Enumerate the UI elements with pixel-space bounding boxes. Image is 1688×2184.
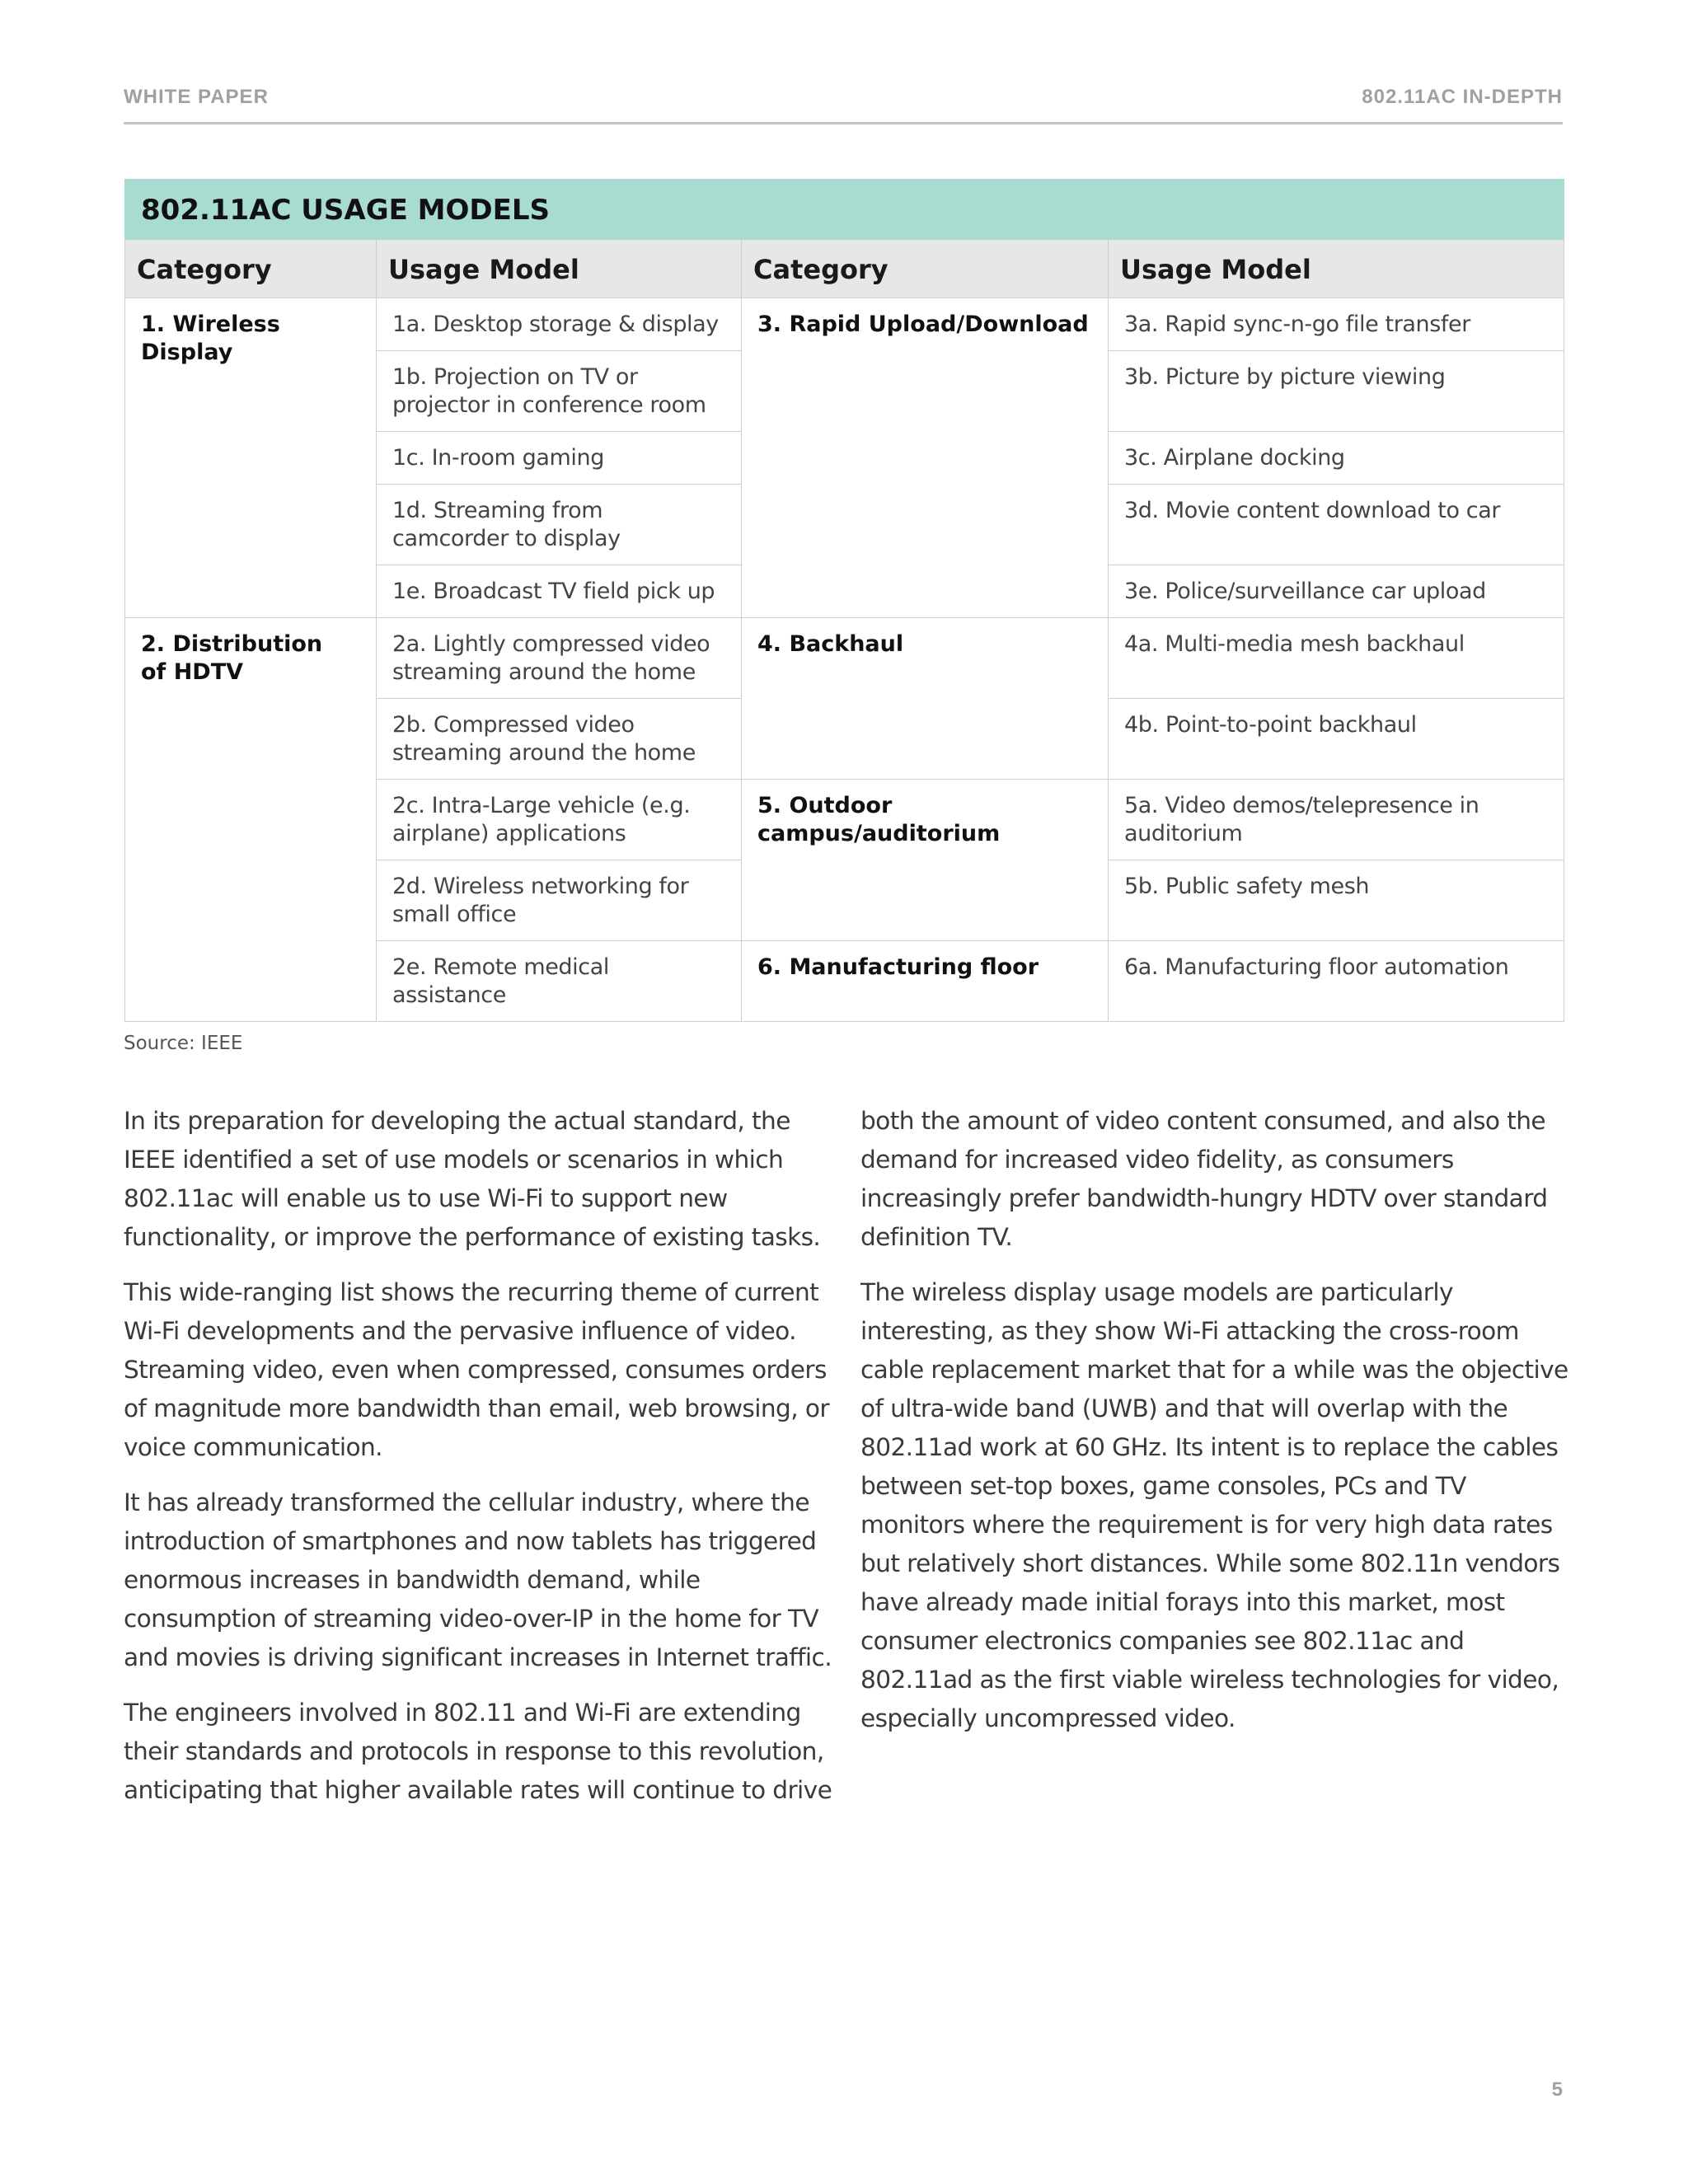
body-paragraph: In its preparation for developing the actual standard, the IEEE identified a set of use models or scenarios in which 802.11ac will enable us to use Wi-Fi to support new functionality, or improve the performance of existing tasks. — [124, 1107, 821, 1251]
body-column-right — [860, 1102, 1569, 1755]
usage-model-cell: 2c. Intra-Large vehicle (e.g. airplane) applications — [377, 780, 742, 860]
table-row — [125, 298, 1564, 351]
usage-model-cell: 1b. Projection on TV or projector in conference room — [377, 351, 742, 432]
usage-model-cell: 2b. Compressed video streaming around the home — [377, 699, 742, 780]
usage-model-cell: 4a. Multi-media mesh backhaul — [1109, 618, 1564, 699]
category-cell: 4. Backhaul — [742, 618, 1109, 780]
usage-model-cell: 3a. Rapid sync-n-go file transfer — [1109, 298, 1564, 351]
table-header-row — [125, 240, 1564, 298]
usage-model-cell: 1c. In-room gaming — [377, 432, 742, 485]
usage-model-cell: 3d. Movie content download to car — [1109, 485, 1564, 565]
category-cell: 1. Wireless Display — [125, 298, 377, 618]
usage-model-cell: 3c. Airplane docking — [1109, 432, 1564, 485]
body-paragraph: This wide-ranging list shows the recurring theme of current Wi-Fi developments and the pervasive influence of video. Streaming video, even when compressed, consumes orders of magnitude more bandwidth than email, web browsing, or voice communication. — [124, 1278, 829, 1461]
usage-model-cell: 5a. Video demos/telepresence in auditorium — [1109, 780, 1564, 860]
body-paragraph: It has already transformed the cellular industry, where the introduction of smartphones and now tablets has triggered enormous increases in bandwidth demand, while consumption of streaming video-over-IP in the home for TV and movies is driving significant increases in Internet traffic. — [124, 1488, 832, 1671]
usage-model-cell: 4b. Point-to-point backhaul — [1109, 699, 1564, 780]
usage-model-cell: 6a. Manufacturing floor automation — [1109, 941, 1564, 1022]
usage-models-table — [124, 179, 1564, 1022]
usage-model-cell: 2a. Lightly compressed video streaming around the home — [377, 618, 742, 699]
usage-model-cell: 1d. Streaming from camcorder to display — [377, 485, 742, 565]
header-divider — [124, 122, 1563, 124]
category-cell: 2. Distribution of HDTV — [125, 618, 377, 1022]
table-row — [125, 618, 1564, 699]
body-column-left — [124, 1102, 832, 1826]
usage-model-cell: 2d. Wireless networking for small office — [377, 860, 742, 941]
body-paragraph: The wireless display usage models are particularly interesting, as they show Wi-Fi attacking the cross-room cable replacement market that for a while was the objective of ultra-wide band (UWB) and that will overlap with the 802.11ad work at 60 GHz. Its intent is to replace the cables between set-top boxes, game consoles, PCs and TV monitors where the requirement is for very high data rates but relatively short distances. While some 802.11n vendors have already made initial forays into this market, most consumer electronics companies see 802.11ac and 802.11ad as the first viable wireless technologies for video, especially uncompressed video. — [860, 1278, 1568, 1732]
running-header-right: 802.11AC IN-DEPTH — [1362, 86, 1563, 108]
category-cell: 5. Outdoor campus/auditorium — [742, 780, 1109, 941]
column-header-usage-model-2: Usage Model — [1109, 240, 1564, 298]
usage-model-cell: 3b. Picture by picture viewing — [1109, 351, 1564, 432]
usage-model-cell: 1e. Broadcast TV field pick up — [377, 565, 742, 618]
column-header-category-1: Category — [125, 240, 377, 298]
body-paragraph: both the amount of video content consumed, and also the demand for increased video fidelity, as consumers increasingly prefer bandwidth-hungry HDTV over standard definition TV. — [860, 1107, 1548, 1251]
running-header-left: WHITE PAPER — [124, 86, 269, 108]
category-cell: 3. Rapid Upload/Download — [742, 298, 1109, 618]
body-paragraph: The engineers involved in 802.11 and Wi-Fi are extending their standards and protocols in response to this revolution, anticipating that higher available rates will continue to drive — [124, 1699, 832, 1804]
table-title-row — [125, 180, 1564, 240]
column-header-category-2: Category — [742, 240, 1109, 298]
page-number: 5 — [1551, 2079, 1563, 2101]
table-title: 802.11AC USAGE MODELS — [125, 180, 1564, 240]
column-header-usage-model-1: Usage Model — [377, 240, 742, 298]
usage-model-cell: 3e. Police/surveillance car upload — [1109, 565, 1564, 618]
usage-model-cell: 2e. Remote medical assistance — [377, 941, 742, 1022]
category-cell: 6. Manufacturing floor — [742, 941, 1109, 1022]
table-source-note: Source: IEEE — [124, 1033, 243, 1054]
usage-model-cell: 1a. Desktop storage & display — [377, 298, 742, 351]
usage-model-cell: 5b. Public safety mesh — [1109, 860, 1564, 941]
